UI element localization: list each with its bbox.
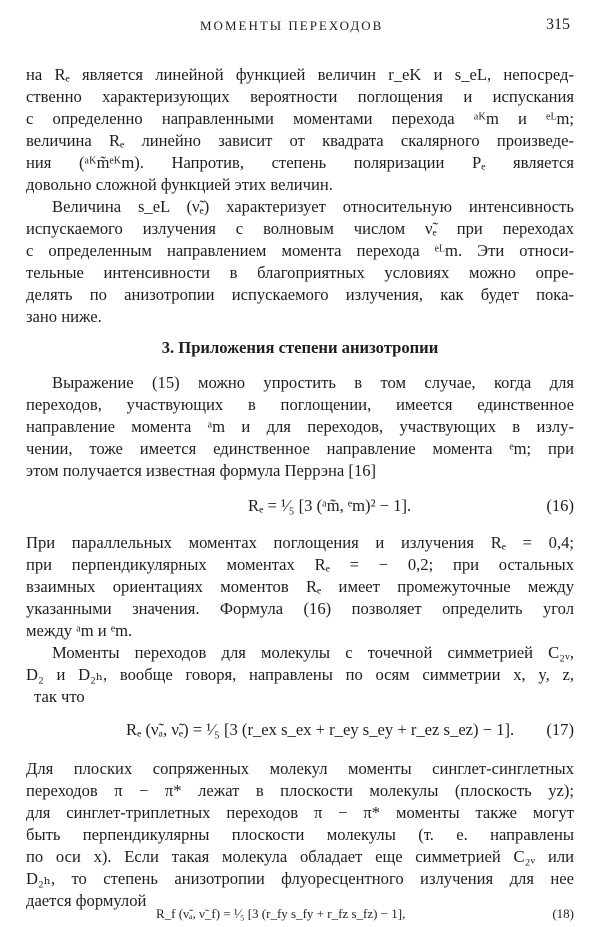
text-line: ния (ᵃᴷm̃ᵉᴷm). Напротив, степень поляризации Pₑ является xyxy=(26,153,574,172)
text-line: направление момента ᵃm и для переходов, участвующих в излу- xyxy=(26,417,574,436)
text-line: довольно сложной функцией этих величин. xyxy=(26,175,333,194)
text-line: При параллельных моментах поглощения и излучения Rₑ = 0,4; xyxy=(26,533,574,552)
text-line: быть перпендикулярны плоскости молекулы (т. е. направлены xyxy=(26,825,574,844)
text-line: Моменты переходов для молекулы с точечной симметрией C₂ᵥ, xyxy=(52,643,574,662)
equation-number: (16) xyxy=(546,496,574,515)
text-line: с определенно направленными моментами перехода ᵃᴷm и ᵉᴸm; xyxy=(26,109,574,128)
text-line: этом получается известная формула Перрэна [16] xyxy=(26,461,377,480)
text-line: дается формулой xyxy=(26,891,147,910)
text-line: переходов, участвующих в поглощении, имеется единственное xyxy=(26,395,574,414)
text-line: испускаемого излучения с волновым числом ν̃ₑ при переходах xyxy=(26,219,574,238)
text-line: Величина s_eL (ν̃ₑ) характеризует относительную интенсивность xyxy=(52,197,574,216)
text-line: Выражение (15) можно упростить в том случае, когда для xyxy=(52,373,574,392)
equation-17 xyxy=(26,718,574,744)
text-line: так что xyxy=(34,687,85,706)
text-line: при перпендикулярных моментах Rₑ = − 0,2; при остальных xyxy=(26,555,574,574)
text-line: для синглет-триплетных переходов π − π* моменты также могут xyxy=(26,803,574,822)
text-line: между ᵃm и ᵉm. xyxy=(26,621,133,640)
text-line: указанными значения. Формула (16) позволяет определить угол xyxy=(26,599,574,618)
equation-formula: R_f (ν̃ₐ, ν̃_f) = ¹⁄₅ [3 (r_fy s_fy + r_fz s_fz) − 1], xyxy=(156,906,406,921)
text-line: D₂ и D₂ₕ, вообще говоря, направлены по осям симметрии x, y, z, xyxy=(26,665,574,684)
equation-formula: Rₑ = ¹⁄₅ [3 (ᵃm̃, ᵉm)² − 1]. xyxy=(248,496,412,515)
text-line: тельные интенсивности в благоприятных условиях можно опре- xyxy=(26,263,574,282)
text-line: взаимных ориентациях моментов Rₑ имеет промежуточные между xyxy=(26,577,574,596)
running-title: МОМЕНТЫ ПЕРЕХОДОВ xyxy=(200,18,384,33)
text-line: ственно характеризующих вероятности поглощения и испускания xyxy=(26,87,574,106)
text-line: зано ниже. xyxy=(26,307,102,326)
text-line: по оси x). Если такая молекула обладает еще симметрией C₂ᵥ или xyxy=(26,847,574,866)
text-line: Для плоских сопряженных молекул моменты синглет-синглетных xyxy=(26,759,574,778)
text-line: чении, тоже имеется единственное направление момента ᵉm; при xyxy=(26,439,574,458)
text-line: величина Rₑ линейно зависит от квадрата скалярного произведе- xyxy=(26,131,574,150)
text-line: делять по анизотропии испускаемого излучения, как будет пока- xyxy=(26,285,574,304)
text-line: на Rₑ является линейной функцией величин r_eK и s_eL, непосред- xyxy=(26,65,574,84)
page-number: 315 xyxy=(546,16,570,33)
section-heading: 3. Приложения степени анизотропии xyxy=(161,338,439,357)
page-header xyxy=(0,18,600,42)
text-line: с определенным направлением момента перехода ᵉᴸm. Эти относи- xyxy=(26,241,574,260)
equation-formula: Rₑ (ν̃ₐ, ν̃ₑ) = ¹⁄₅ [3 (r_ex s_ex + r_ey s_ey + r_ez s_ez) − 1]. xyxy=(126,720,515,739)
equation-number: (18) xyxy=(552,906,574,921)
text-line: переходов π − π* лежат в плоскости молекулы (плоскость yz); xyxy=(26,781,574,800)
equation-18 xyxy=(26,906,574,926)
equation-number: (17) xyxy=(546,720,574,739)
text-line: D₂ₕ, то степень анизотропии флуоресцентного излучения для нее xyxy=(26,869,574,888)
equation-16 xyxy=(26,494,574,520)
